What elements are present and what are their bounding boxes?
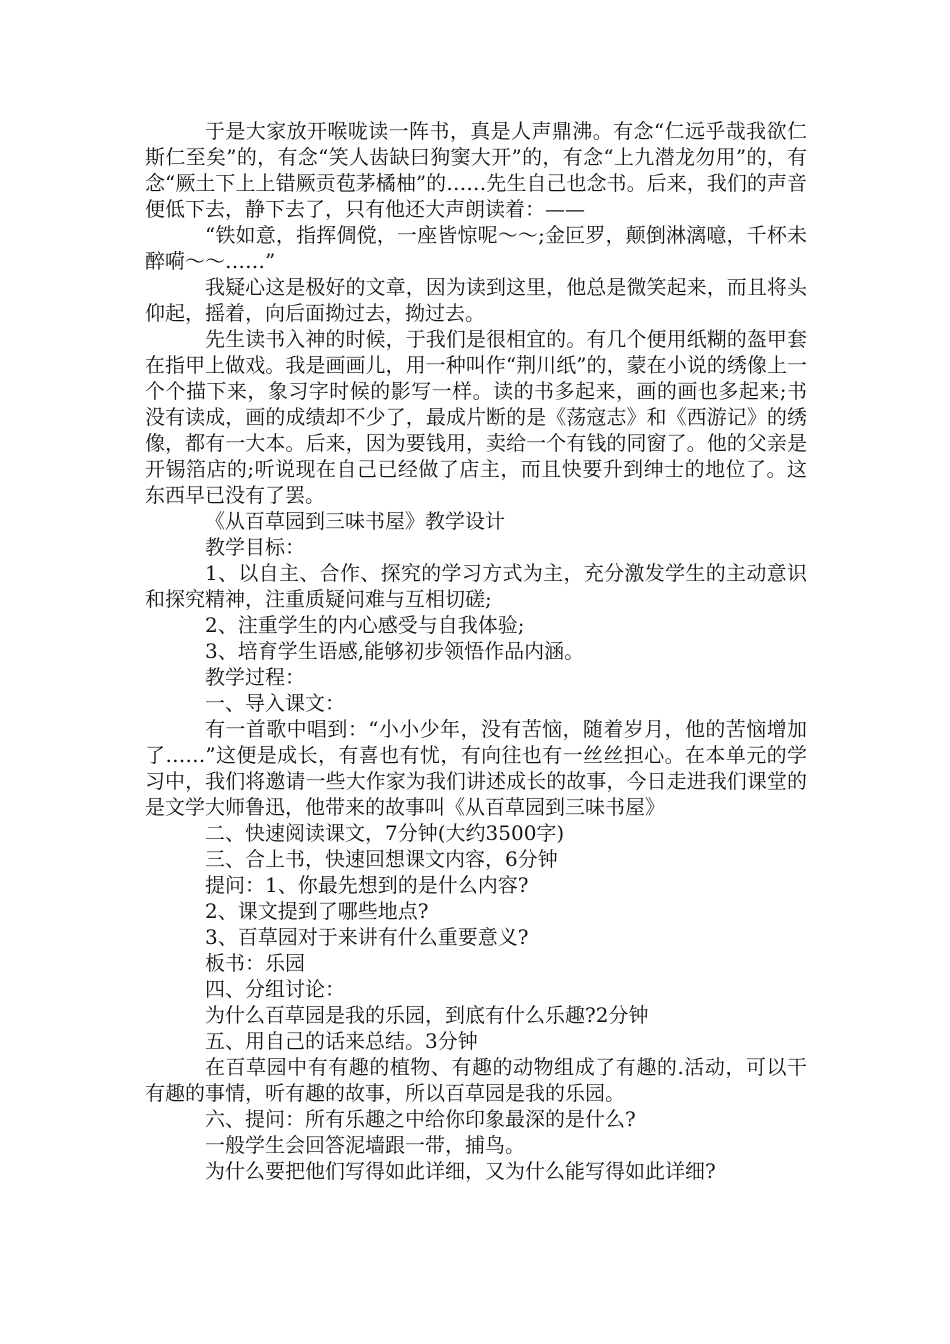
step-6-followup: 为什么要把他们写得如此详细，又为什么能写得如此详细?: [205, 1159, 716, 1183]
paragraph-quoted-verse: “铁如意，指挥倜傥，一座皆惊呢～～;金叵罗，颠倒淋漓噫，千杯未醉嗬～～……”: [145, 223, 807, 273]
board-note: 板书：乐园: [205, 951, 305, 975]
paragraph-good-article: 我疑心这是极好的文章，因为读到这里，他总是微笑起来，而且将头仰起，摇着，向后面拗过去，拗过去。: [145, 275, 807, 325]
step-3: 三、合上书，快速回想课文内容，6分钟: [205, 847, 558, 871]
step-2: 二、快速阅读课文，7分钟(大约3500字): [205, 821, 565, 845]
question-2: 2、课文提到了哪些地点?: [205, 899, 429, 923]
step-5-summary: 在百草园中有有趣的植物、有趣的动物组成了有趣的.活动，可以干有趣的事情，听有趣的故事，所以百草园是我的乐园。: [145, 1055, 807, 1105]
step-5: 五、用自己的话来总结。3分钟: [205, 1029, 478, 1053]
paragraph-drawing: 先生读书入神的时候，于我们是很相宜的。有几个便用纸糊的盔甲套在指甲上做戏。我是画画儿，用一种叫作“荆川纸”的，蒙在小说的绣像上一个个描下来，象习字时候的影写一样。读的书多起来，画的画也多起来;书没有读成，画的成绩却不少了，最成片断的是《荡寇志》和《西游记》的绣像，都有一大本。后来，因为要钱用，卖给一个有钱的同窗了。他的父亲是开锡箔店的;听说现在自己已经做了店主，而且快要升到绅士的地位了。这东西早已没有了罢。: [145, 327, 807, 507]
goal-item-2: 2、注重学生的内心感受与自我体验;: [205, 613, 525, 637]
document-body: [145, 118, 807, 1184]
question-1: 提问：1、你最先想到的是什么内容?: [205, 873, 529, 897]
step-6: 六、提问：所有乐趣之中给你印象最深的是什么?: [205, 1107, 636, 1131]
step-1-heading: 一、导入课文：: [205, 691, 345, 715]
goal-item-1: 1、以自主、合作、探究的学习方式为主，充分激发学生的主动意识和探究精神，注重质疑问难与互相切磋;: [145, 561, 807, 611]
paragraph-reading-aloud: 于是大家放开喉咙读一阵书，真是人声鼎沸。有念“仁远乎哉我欲仁斯仁至矣”的，有念“笑人齿缺曰狗窦大开”的，有念“上九潜龙勿用”的，有念“厥土下上上错厥贡苞茅橘柚”的……先生自己也念书。后来，我们的声音便低下去，静下去了，只有他还大声朗读着：——: [145, 119, 807, 221]
heading-teaching-goals: 教学目标：: [205, 535, 305, 559]
step-6-answer: 一般学生会回答泥墙跟一带，捕鸟。: [205, 1133, 525, 1157]
step-4-text: 为什么百草园是我的乐园，到底有什么乐趣?2分钟: [205, 1003, 649, 1027]
heading-teaching-process: 教学过程：: [205, 665, 305, 689]
section-title-teaching-design: 《从百草园到三味书屋》教学设计: [205, 509, 505, 533]
step-1-text: 有一首歌中唱到：“小小少年，没有苦恼，随着岁月，他的苦恼增加了……”这便是成长，有喜也有忧，有向往也有一丝丝担心。在本单元的学习中，我们将邀请一些大作家为我们讲述成长的故事，今日走进我们课堂的是文学大师鲁迅，他带来的故事叫《从百草园到三味书屋》: [145, 717, 807, 819]
goal-item-3: 3、培育学生语感,能够初步领悟作品内涵。: [205, 639, 585, 663]
question-3: 3、百草园对于来讲有什么重要意义?: [205, 925, 529, 949]
step-4-heading: 四、分组讨论：: [205, 977, 345, 1001]
